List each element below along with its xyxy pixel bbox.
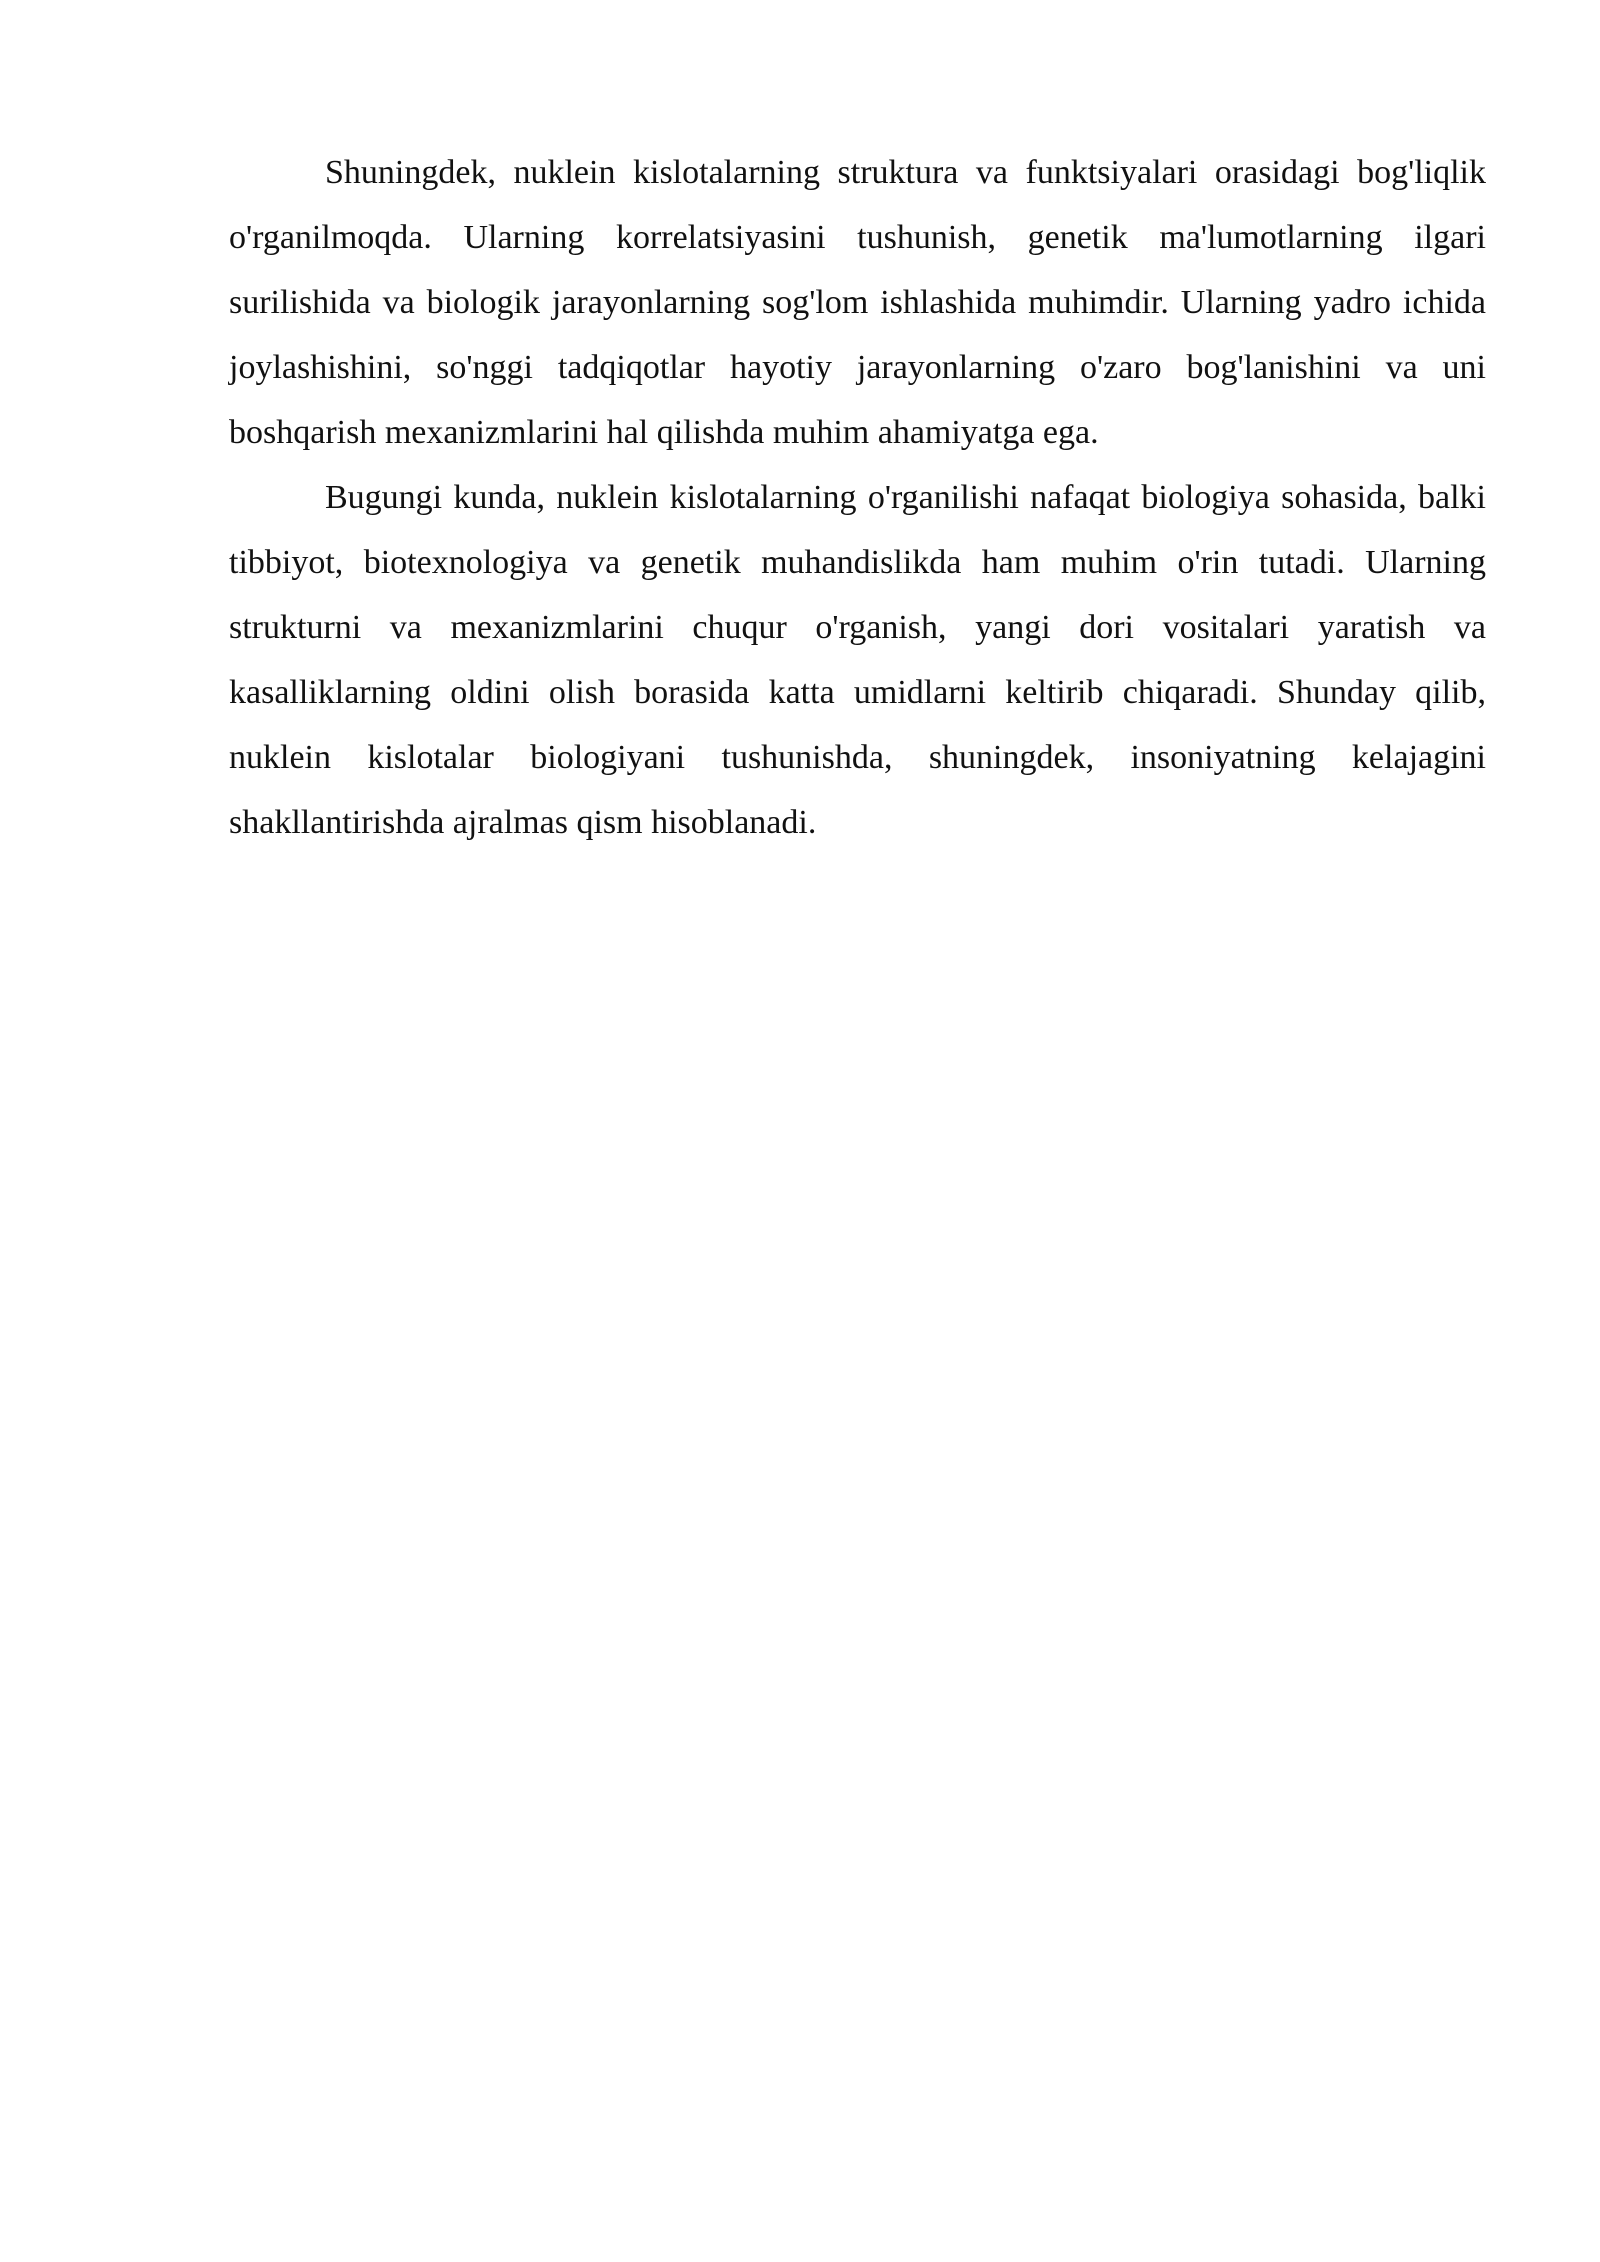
body-text bbox=[229, 140, 1486, 855]
paragraph-2: Bugungi kunda, nuklein kislotalarning o'rganilishi nafaqat biologiya sohasida, balki tibbiyot, biotexnologiya va genetik muhandislikda ham muhim o'rin tutadi. Ularning strukturni va mexanizmlarini chuqur o'rganish, yangi dori vositalari yaratish va kasalliklarning oldini olish borasida katta umidlarni keltirib chiqaradi. Shunday qilib, nuklein kislotalar biologiyani tushunishda, shuningdek, insoniyatning kelajagini shakllantirishda ajralmas qism hisoblanadi. bbox=[229, 479, 1486, 841]
paragraph-1: Shuningdek, nuklein kislotalarning struktura va funktsiyalari orasidagi bog'liqlik o'rganilmoqda. Ularning korrelatsiyasini tushunish, genetik ma'lumotlarning ilgari surilishida va biologik jarayonlarning sog'lom ishlashida muhimdir. Ularning yadro ichida joylashishini, so'nggi tadqiqotlar hayotiy jarayonlarning o'zaro bog'lanishini va uni boshqarish mexanizmlarini hal qilishda muhim ahamiyatga ega. bbox=[229, 154, 1486, 451]
